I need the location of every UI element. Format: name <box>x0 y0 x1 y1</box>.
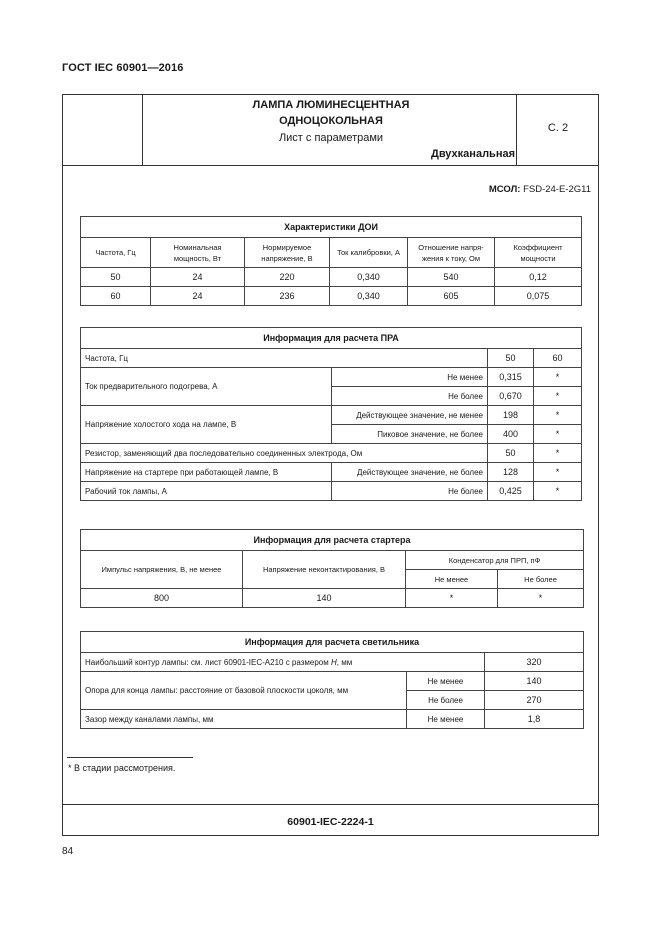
resistor-50: 50 <box>488 444 534 463</box>
doi-cell: 24 <box>151 287 245 306</box>
preheat-current-label: Ток предварительного подогрева, А <box>81 368 332 406</box>
starter-table <box>80 529 584 608</box>
support-min-value: 140 <box>485 672 584 691</box>
max-contour-unit: , мм <box>336 657 353 667</box>
doi-header-voltage: Нормируемое напряжение, В <box>245 238 330 268</box>
sheet-code: 60901-IEC-2224-1 <box>287 816 374 828</box>
starter-non-contact-voltage-header: Напряжение неконтактирования, В <box>243 551 406 589</box>
doi-header-power-factor: Коэффициент мощности <box>495 238 582 268</box>
ocv-rms-60: * <box>534 406 582 425</box>
ocv-rms-label: Действующее значение, не менее <box>332 406 488 425</box>
preheat-max-50: 0,670 <box>488 387 534 406</box>
doi-cell: 540 <box>408 268 495 287</box>
table-row <box>81 268 582 287</box>
working-current-60: * <box>534 482 582 501</box>
footnote-rule <box>67 757 193 758</box>
table-row <box>81 287 582 306</box>
channel-gap-value: 1,8 <box>485 710 584 729</box>
starter-voltage-50: 128 <box>488 463 534 482</box>
channel-gap-condition: Не менее <box>407 710 485 729</box>
max-contour-text: Наибольший контур лампы: см. лист 60901-IEC-A210 с размером <box>85 657 331 667</box>
ocv-rms-50: 198 <box>488 406 534 425</box>
channel-gap-label: Зазор между каналами лампы, мм <box>81 710 407 729</box>
footnote: * В стадии рассмотрения. <box>68 763 176 773</box>
header-bottom-rule <box>62 165 599 166</box>
ballast-table-caption: Информация для расчета ПРА <box>81 328 582 349</box>
table-row <box>81 589 584 608</box>
resistor-60: * <box>534 444 582 463</box>
doi-cell: 220 <box>245 268 330 287</box>
ballast-table <box>80 327 582 501</box>
max-contour-label <box>81 653 485 672</box>
doi-table <box>80 216 582 306</box>
luminaire-table-caption: Информация для расчета светильника <box>81 632 584 653</box>
starter-voltage-label: Напряжение на стартере при работающей лампе, В <box>81 463 332 482</box>
max-contour-value: 320 <box>485 653 584 672</box>
doi-cell: 0,340 <box>330 287 408 306</box>
working-current-50: 0,425 <box>488 482 534 501</box>
doi-cell: 0,075 <box>495 287 582 306</box>
working-current-label: Рабочий ток лампы, А <box>81 482 332 501</box>
lamp-end-support-label: Опора для конца лампы: расстояние от базовой плоскости цоколя, мм <box>81 672 407 710</box>
preheat-min-60: * <box>534 368 582 387</box>
doi-cell: 60 <box>81 287 151 306</box>
support-min-label: Не менее <box>407 672 485 691</box>
standard-code: ГОСТ IEC 60901—2016 <box>62 62 184 74</box>
starter-table-caption: Информация для расчета стартера <box>81 530 584 551</box>
mcol-designation <box>489 184 591 195</box>
working-current-condition: Не более <box>332 482 488 501</box>
starter-voltage-60: * <box>534 463 582 482</box>
sheet-title-line2: ОДНОЦОКОЛЬНАЯ <box>279 115 383 127</box>
sheet-page-label: С. 2 <box>547 122 569 134</box>
doi-header-ratio: Отношение напря-жения к току, Ом <box>408 238 495 268</box>
doi-header-frequency: Частота, Гц <box>81 238 151 268</box>
sheet-title-line1: ЛАМПА ЛЮМИНЕСЦЕНТНАЯ <box>252 99 410 111</box>
doi-cell: 605 <box>408 287 495 306</box>
doi-cell: 236 <box>245 287 330 306</box>
open-circuit-voltage-label: Напряжение холостого хода на лампе, В <box>81 406 332 444</box>
capacitor-min-header: Не менее <box>406 570 498 589</box>
sheet-subtitle: Лист с параметрами <box>278 132 384 144</box>
doi-cell: 0,340 <box>330 268 408 287</box>
doi-cell: 50 <box>81 268 151 287</box>
ocv-peak-50: 400 <box>488 425 534 444</box>
starter-pulse-voltage-value: 800 <box>81 589 243 608</box>
ocv-peak-60: * <box>534 425 582 444</box>
preheat-min-label: Не менее <box>332 368 488 387</box>
ocv-peak-label: Пиковое значение, не более <box>332 425 488 444</box>
header-left-divider <box>142 94 143 166</box>
ballast-frequency-60: 60 <box>534 349 582 368</box>
starter-capacitor-header: Конденсатор для ПРП, пФ <box>406 551 584 570</box>
starter-non-contact-voltage-value: 140 <box>243 589 406 608</box>
capacitor-max-value: * <box>498 589 584 608</box>
doi-cell: 24 <box>151 268 245 287</box>
max-contour-variable: H <box>330 657 337 667</box>
support-max-value: 270 <box>485 691 584 710</box>
starter-voltage-condition: Действующее значение, не более <box>332 463 488 482</box>
footer-top-rule <box>62 804 599 805</box>
page-number: 84 <box>62 846 74 857</box>
doi-table-caption: Характеристики ДОИ <box>81 217 582 238</box>
starter-pulse-voltage-header: Импульс напряжения, В, не менее <box>81 551 243 589</box>
doi-header-current: Ток калибровки, А <box>330 238 408 268</box>
doi-header-power: Номинальная мощность, Вт <box>151 238 245 268</box>
mcol-value: FSD-24-E-2G11 <box>523 184 591 195</box>
preheat-max-label: Не более <box>332 387 488 406</box>
support-max-label: Не более <box>407 691 485 710</box>
resistor-label: Резистор, заменяющий два последовательно соединенных электрода, Ом <box>81 444 488 463</box>
ballast-frequency-50: 50 <box>488 349 534 368</box>
preheat-max-60: * <box>534 387 582 406</box>
lamp-variant: Двухканальная <box>430 148 515 160</box>
preheat-min-50: 0,315 <box>488 368 534 387</box>
capacitor-min-value: * <box>406 589 498 608</box>
luminaire-table <box>80 631 584 729</box>
capacitor-max-header: Не более <box>498 570 584 589</box>
doi-cell: 0,12 <box>495 268 582 287</box>
mcol-label: МСОЛ: <box>488 184 521 195</box>
ballast-frequency-label: Частота, Гц <box>81 349 488 368</box>
